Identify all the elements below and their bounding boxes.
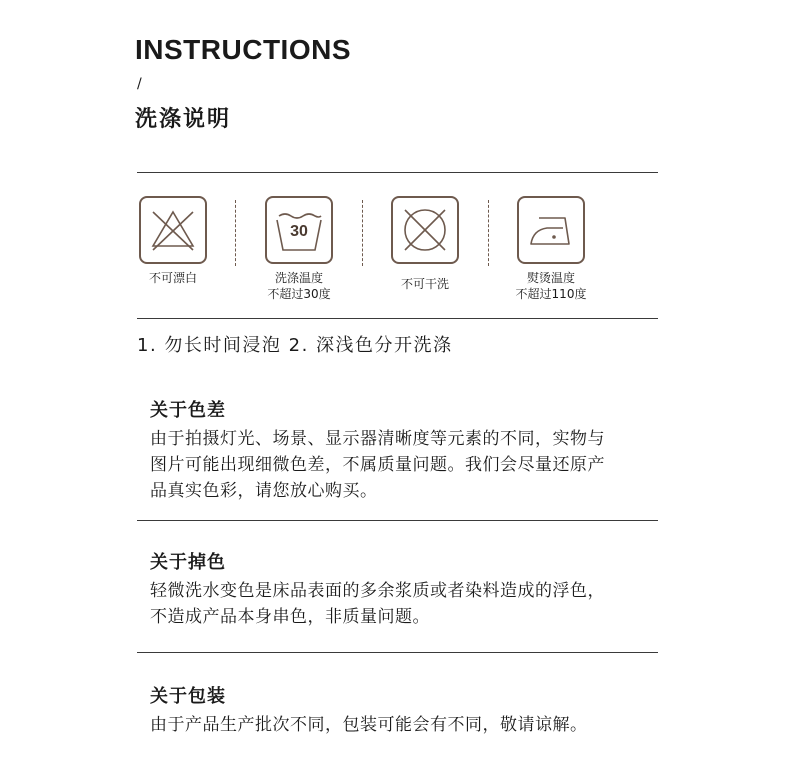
iron-icon — [517, 196, 585, 264]
icon-separator — [235, 200, 236, 266]
care-label-wash: 洗涤温度 不超过30度 — [267, 271, 331, 301]
wash-temp-value: 30 — [290, 223, 308, 240]
page-title-en: INSTRUCTIONS — [135, 34, 351, 65]
section-title-packaging: 关于包装 — [150, 686, 226, 707]
divider-section-2 — [137, 652, 658, 653]
care-label-iron: 熨烫温度 不超过110度 — [515, 271, 587, 301]
section-title-fading: 关于掉色 — [150, 552, 226, 573]
care-label-no-dry-clean: 不可干洗 — [400, 277, 449, 291]
wash-tips: 1. 勿长时间浸泡 2. 深浅色分开洗涤 — [137, 335, 453, 356]
title-separator: / — [137, 76, 142, 92]
no-dry-clean-icon — [391, 196, 459, 264]
section-body-fading: 轻微洗水变色是床品表面的多余浆质或者染料造成的浮色， 不造成产品本身串色，非质量问题。 — [150, 581, 605, 627]
no-bleach-icon — [139, 196, 207, 264]
section-body-packaging: 由于产品生产批次不同，包装可能会有不同，敬请谅解。 — [150, 715, 588, 735]
page-title-cn: 洗涤说明 — [135, 107, 232, 132]
care-label-no-bleach: 不可漂白 — [148, 271, 197, 285]
divider-icons — [137, 318, 658, 319]
wash-30-icon — [265, 196, 333, 264]
icon-separator — [362, 200, 363, 266]
section-title-color-difference: 关于色差 — [150, 400, 226, 421]
section-body-color-difference: 由于拍摄灯光、场景、显示器清晰度等元素的不同，实物与 图片可能出现细微色差，不属质量问题。我们会尽量还原产 品真实色彩，请您放心购买。 — [150, 429, 605, 501]
divider-section-1 — [137, 520, 658, 521]
divider-top — [137, 172, 658, 173]
icon-separator — [488, 200, 489, 266]
